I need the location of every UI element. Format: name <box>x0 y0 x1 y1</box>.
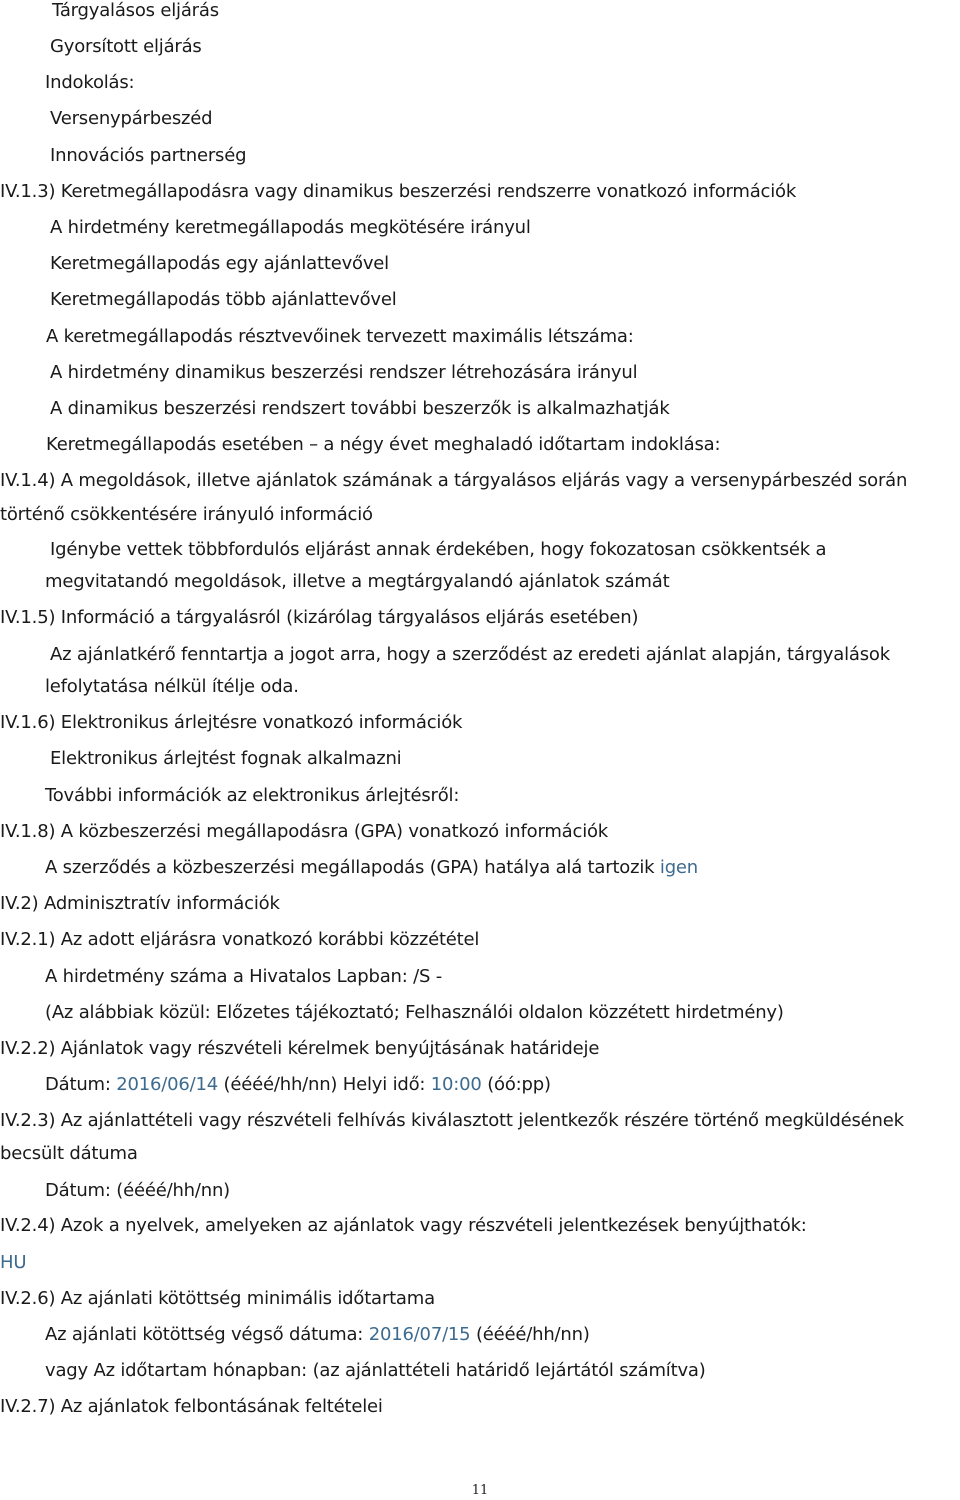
framework-single-tenderer: Keretmegállapodás egy ajánlattevővel <box>50 253 389 274</box>
section-heading-iv-2-7: IV.2.7) Az ajánlatok felbontásának feltételei <box>0 1396 383 1417</box>
dynamic-purchasing-line: A hirdetmény dinamikus beszerzési rendszer létrehozására irányul <box>50 362 638 383</box>
section-heading-iv-2-3: IV.2.3) Az ajánlattételi vagy részvételi felhívás kiválasztott jelentkezők részére történő megküldésének <box>0 1110 904 1131</box>
section-heading-iv-2-6: IV.2.6) Az ajánlati kötöttség minimális időtartama <box>0 1288 435 1309</box>
section-heading-iv-1-4: IV.1.4) A megoldások, illetve ajánlatok számának a tárgyalásos eljárás vagy a versenypárbeszéd során <box>0 470 908 491</box>
option-gyorsitott-eljaras: Gyorsított eljárás <box>50 36 202 57</box>
validity-end-date-label: Az ajánlati kötöttség végső dátuma: <box>45 1324 369 1345</box>
section-heading-iv-2: IV.2) Adminisztratív információk <box>0 893 280 914</box>
section-heading-iv-2-3-cont: becsült dátuma <box>0 1143 138 1164</box>
section-heading-iv-2-1: IV.2.1) Az adott eljárásra vonatkozó korábbi közzététel <box>0 929 480 950</box>
negotiation-reservation-line-cont: lefolytatása nélkül ítélje oda. <box>45 676 299 697</box>
framework-multiple-tenderers: Keretmegállapodás több ajánlattevővel <box>50 289 397 310</box>
language-value: HU <box>0 1252 27 1273</box>
option-targyalasos-eljaras: Tárgyalásos eljárás <box>52 0 219 21</box>
deadline-time-value: 10:00 <box>430 1074 482 1095</box>
framework-agreement-line: A hirdetmény keretmegállapodás megkötésére irányul <box>50 217 531 238</box>
multi-stage-procedure-line-cont: megvitatandó megoldások, illetve a megtárgyalandó ajánlatok számát <box>45 571 670 592</box>
section-heading-iv-1-6: IV.1.6) Elektronikus árlejtésre vonatkozó információk <box>0 712 463 733</box>
gpa-value: igen <box>659 857 699 878</box>
option-versenyparbeszed: Versenypárbeszéd <box>50 108 213 129</box>
deadline-date-value: 2016/06/14 <box>116 1074 219 1095</box>
gpa-line <box>45 857 698 879</box>
deadline-date-label: Dátum: <box>45 1074 117 1095</box>
multi-stage-procedure-line: Igénybe vettek többfordulós eljárást annak érdekében, hogy fokozatosan csökkentsék a <box>50 539 827 560</box>
invitation-date-line: Dátum: (éééé/hh/nn) <box>45 1180 230 1201</box>
section-heading-iv-2-2: IV.2.2) Ajánlatok vagy részvételi kérelmek benyújtásának határideje <box>0 1038 600 1059</box>
deadline-time-label: (éééé/hh/nn) Helyi idő: <box>218 1074 431 1095</box>
negotiation-reservation-line: Az ajánlatkérő fenntartja a jogot arra, hogy a szerződést az eredeti ajánlat alapján, tárgyalások <box>50 644 890 665</box>
gpa-label: A szerződés a közbeszerzési megállapodás (GPA) hatálya alá tartozik <box>45 857 660 878</box>
framework-duration-justification: Keretmegállapodás esetében – a négy évet meghaladó időtartam indoklása: <box>46 434 721 455</box>
deadline-time-format: (óó:pp) <box>481 1074 551 1095</box>
section-heading-iv-2-4: IV.2.4) Azok a nyelvek, amelyeken az ajánlatok vagy részvételi jelentkezések benyújthatók: <box>0 1215 807 1236</box>
dynamic-purchasing-other-buyers: A dinamikus beszerzési rendszert további beszerzők is alkalmazhatják <box>50 398 670 419</box>
deadline-line <box>45 1074 551 1096</box>
electronic-auction-info: További információk az elektronikus árlejtésről: <box>45 785 460 806</box>
official-journal-number: A hirdetmény száma a Hivatalos Lapban: /S - <box>45 966 443 987</box>
validity-duration-months: vagy Az időtartam hónapban: (az ajánlattételi határidő lejártától számítva) <box>45 1360 706 1381</box>
framework-max-participants: A keretmegállapodás résztvevőinek tervezett maximális létszáma: <box>46 326 634 347</box>
validity-end-date-format: (éééé/hh/nn) <box>470 1324 590 1345</box>
option-innovacios-partnerseg: Innovációs partnerség <box>50 145 247 166</box>
section-heading-iv-1-5: IV.1.5) Információ a tárgyalásról (kizárólag tárgyalásos eljárás esetében) <box>0 607 639 628</box>
electronic-auction-line: Elektronikus árlejtést fognak alkalmazni <box>50 748 402 769</box>
section-heading-iv-1-8: IV.1.8) A közbeszerzési megállapodásra (GPA) vonatkozó információk <box>0 821 609 842</box>
page-number: 11 <box>471 1483 489 1498</box>
indokolas-label: Indokolás: <box>45 72 135 93</box>
validity-end-date-value: 2016/07/15 <box>368 1324 471 1345</box>
section-heading-iv-1-4-cont: történő csökkentésére irányuló információ <box>0 504 373 525</box>
section-heading-iv-1-3: IV.1.3) Keretmegállapodásra vagy dinamikus beszerzési rendszerre vonatkozó információk <box>0 181 797 202</box>
validity-end-date-line <box>45 1324 590 1346</box>
previous-publication-types: (Az alábbiak közül: Előzetes tájékoztató; Felhasználói oldalon közzétett hirdetmény) <box>45 1002 784 1023</box>
